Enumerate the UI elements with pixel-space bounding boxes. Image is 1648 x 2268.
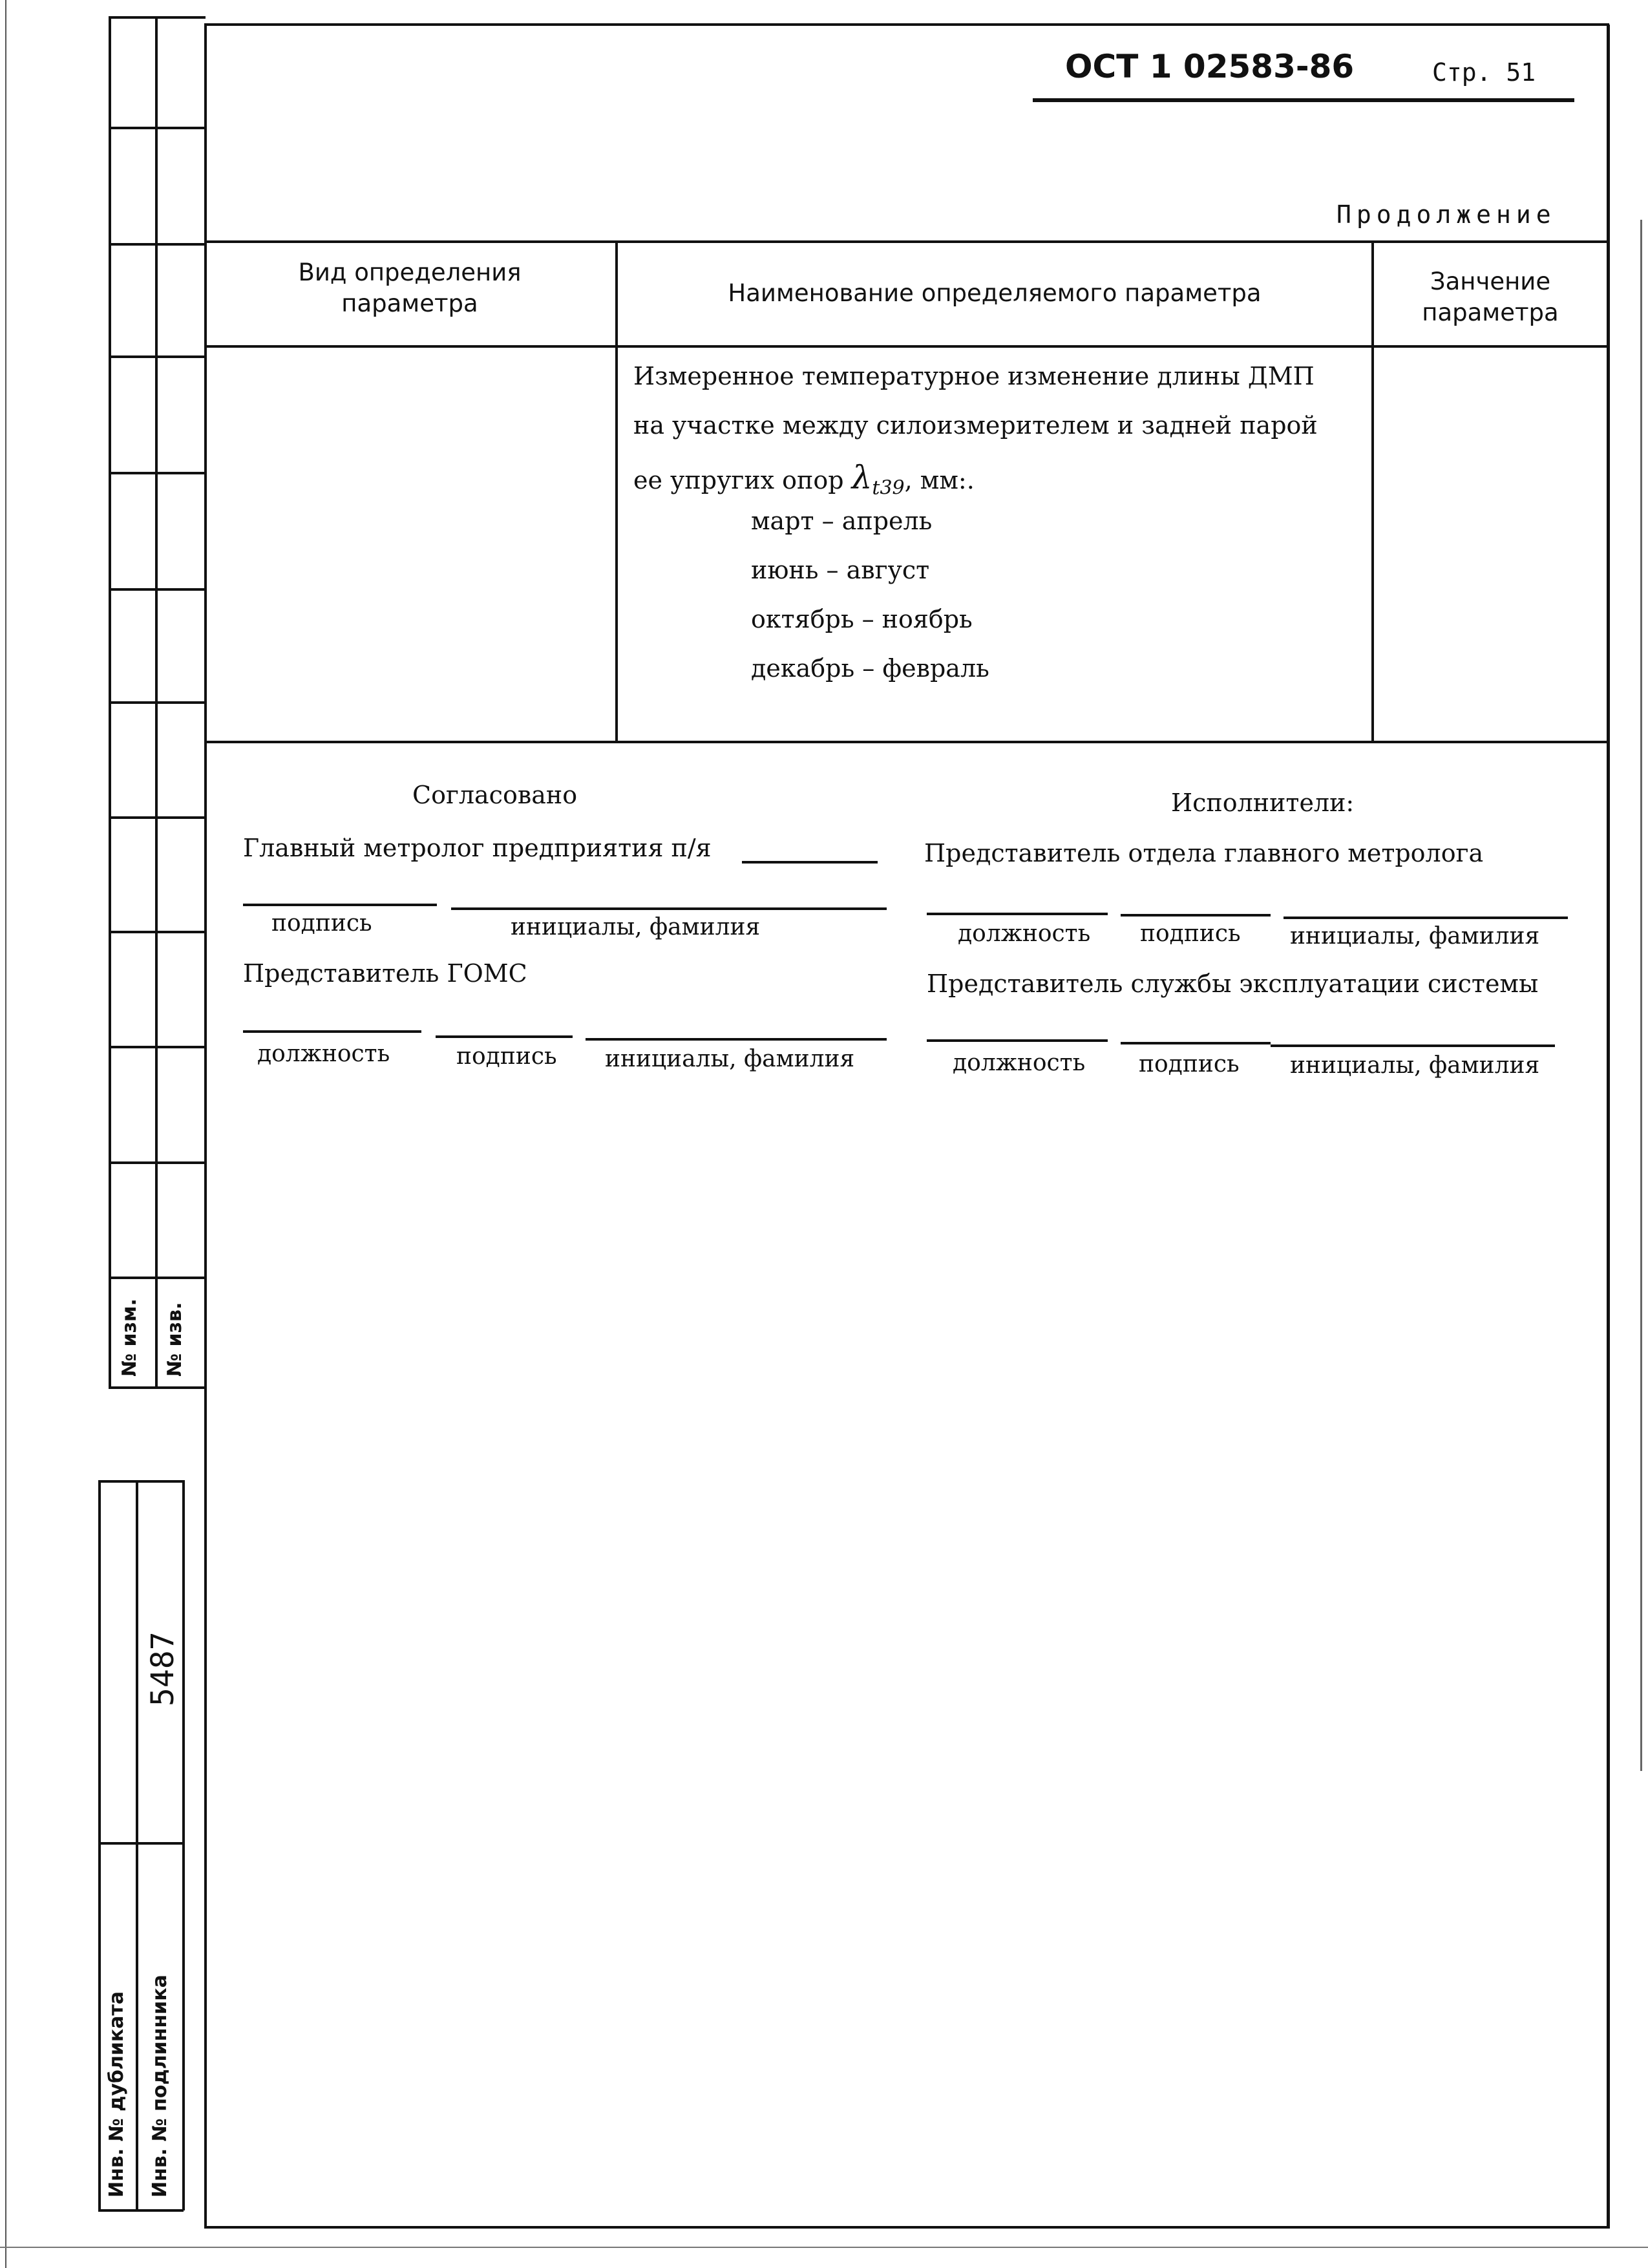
margin-row-line (109, 931, 206, 933)
inv-strip-right (182, 1480, 185, 2210)
margin-row-line (109, 243, 206, 246)
table-col-divider-1 (615, 240, 618, 741)
right-sig1-fio-line (1284, 917, 1568, 919)
inv-strip-mid (136, 1480, 138, 2210)
table-top-line (204, 240, 1607, 243)
approval-left-title: Согласовано (412, 781, 578, 809)
right-sig1-podpis-line (1121, 914, 1271, 917)
right-sig2-podpis-caption: подпись (1139, 1051, 1240, 1077)
left-sig1-podpis-caption: подпись (271, 910, 372, 937)
param-name-line3-suffix: , мм:. (904, 466, 975, 494)
continuation-label: Продолжение (1336, 200, 1556, 229)
left-sig2-podpis-caption: подпись (456, 1043, 557, 1070)
right-sig2-podpis-line (1121, 1042, 1271, 1044)
frame-left-line (204, 25, 207, 2226)
margin-row-line (109, 1386, 206, 1389)
left-sig1-podpis-line (243, 904, 437, 906)
table-bottom-line (204, 741, 1607, 743)
period-item: июнь – август (751, 556, 930, 584)
inventory-number: 5487 (145, 1631, 181, 1706)
lambda-symbol: λ (851, 459, 872, 496)
chief-metrologist-blank (742, 861, 878, 864)
col3-header-line2: параметра (1422, 299, 1559, 326)
margin-row-line (109, 816, 206, 819)
right-sig1-podpis-caption: подпись (1140, 920, 1241, 947)
param-name-line2: на участке между силоизмерителем и задней парой (633, 411, 1318, 440)
frame-bottom-line (204, 2226, 1609, 2229)
margin-strip-top (109, 16, 206, 19)
right-sig2-fio-caption: инициалы, фамилия (1290, 1052, 1540, 1079)
left-sig2-dolzhnost-line (243, 1030, 421, 1033)
margin-izv-label: № изв. (164, 1302, 186, 1377)
margin-row-line (109, 472, 206, 474)
period-item: март – апрель (751, 507, 933, 535)
right-sig1-dolzhnost-caption: должность (958, 920, 1091, 947)
right-sig2-fio-line (1271, 1044, 1555, 1047)
metrology-rep-label: Представитель отдела главного метролога (924, 839, 1484, 867)
param-name-line1: Измеренное температурное изменение длины ДМП (633, 362, 1315, 390)
right-sig1-dolzhnost-line (927, 913, 1108, 915)
frame-right-line (1607, 25, 1610, 2229)
right-sig2-dolzhnost-line (927, 1039, 1108, 1042)
param-name-line3 (633, 459, 975, 500)
inv-strip-bottom (98, 2209, 184, 2212)
inv-strip-left (98, 1480, 101, 2210)
left-sig1-fio-line (451, 907, 887, 910)
margin-row-line (109, 355, 206, 358)
col1-header-line1: Вид определения (298, 259, 522, 286)
left-sig1-fio-caption: инициалы, фамилия (511, 914, 761, 940)
scan-edge-mark (1640, 220, 1642, 1771)
left-sig2-dolzhnost-caption: должность (257, 1041, 390, 1067)
margin-row-line (109, 1046, 206, 1048)
margin-row-line (109, 588, 206, 591)
lambda-subscript: t39 (872, 476, 905, 500)
goms-rep-label: Представитель ГОМС (243, 959, 527, 988)
header-underline (1033, 98, 1574, 102)
left-sig2-fio-line (586, 1038, 887, 1041)
inv-podlinnika-label: Инв. № подлинника (149, 1975, 171, 2198)
right-sig1-fio-caption: инициалы, фамилия (1290, 923, 1540, 949)
param-name-line3-prefix: ее упругих опор (633, 466, 844, 494)
col1-header-line2: параметра (341, 290, 478, 317)
margin-row-line (109, 1277, 206, 1279)
page-number: Стр. 51 (1432, 58, 1536, 87)
standard-number: ОСТ 1 02583-86 (1065, 48, 1355, 85)
service-rep-label: Представитель службы эксплуатации системы (927, 970, 1539, 998)
table-header-bottom-line (204, 345, 1607, 348)
approval-right-title: Исполнители: (1171, 789, 1355, 817)
chief-metrologist-label: Главный метролог предприятия п/я (243, 834, 712, 862)
period-item: декабрь – февраль (751, 654, 989, 683)
left-sig2-fio-caption: инициалы, фамилия (605, 1046, 855, 1072)
margin-row-line (109, 701, 206, 704)
margin-row-line (109, 1161, 206, 1164)
inv-strip-top (98, 1480, 184, 1483)
margin-izm-label: № изм. (118, 1298, 141, 1377)
left-sig2-podpis-line (436, 1035, 573, 1038)
inv-strip-divider (98, 1842, 184, 1845)
frame-top-line (204, 23, 1609, 26)
col2-header: Наименование определяемого параметра (728, 279, 1262, 307)
scan-edge-mark (5, 0, 6, 2268)
col3-header-line1: Занчение (1430, 268, 1551, 295)
right-sig2-dolzhnost-caption: должность (953, 1050, 1086, 1076)
inv-dublikata-label: Инв. № дубликата (105, 1991, 128, 2198)
scan-edge-mark (0, 2247, 1648, 2248)
period-item: октябрь – ноябрь (751, 605, 973, 633)
margin-row-line (109, 127, 206, 129)
